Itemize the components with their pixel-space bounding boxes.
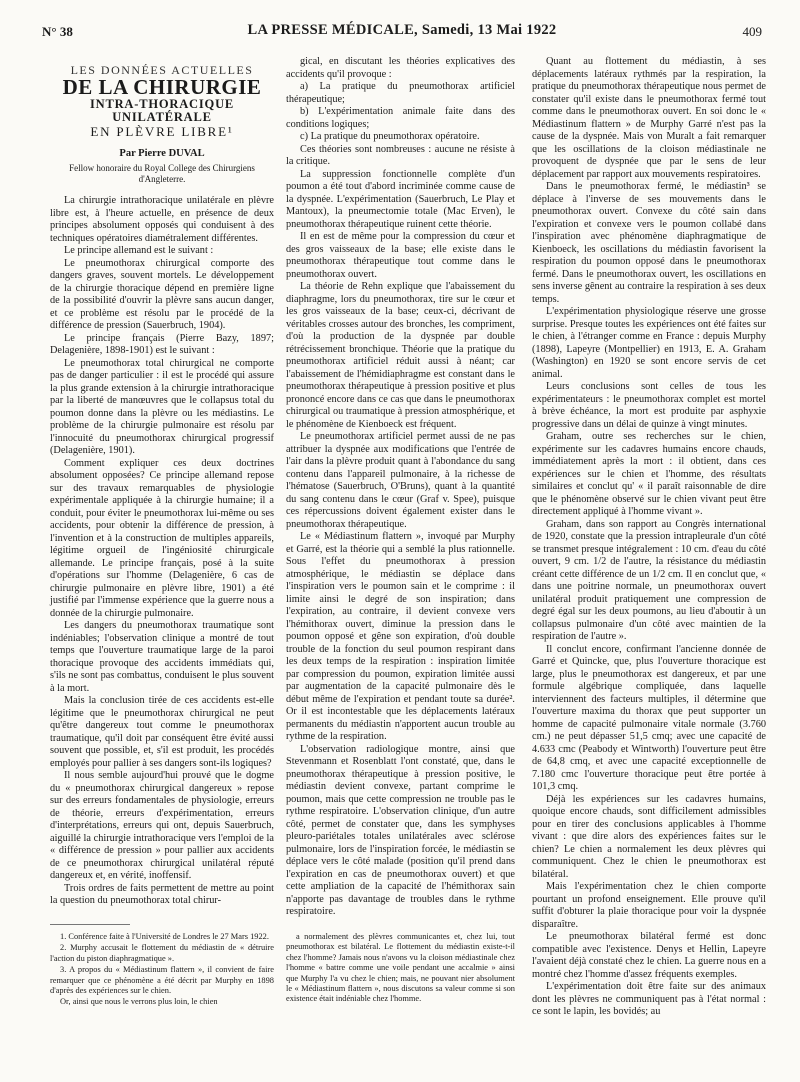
paragraph: gical, en discutant les théories explicatives des accidents qu'il provoque : [286,56,515,80]
footnote: a normalement des plèvres communicantes et, chez lui, tout pneumothorax est bilatéral. Le flottement du médiastin existe-t-il chez l'homme? Jamais nous n'avons vu la cloison médiastinale chez l'homme « battre comme une voile pendant une accalmie » ainsi que Murphy l'a vu chez le chien; mais, ne pouvant nier absolument le « Médiastinum flattern », nous discutons sa valeur comme si son existence était indéniable chez l'homme. [286,932,515,1004]
paragraph: Quant au flottement du médiastin, à ses déplacements latéraux rythmés par la respiration, la pratique du pneumothorax thérapeutique nous permet de constater qu'il existe dans le pneumothorax fermé tout comme dans le pneumothorax ouvert. En soi donc le « Médiastinum flattern » de Murphy Garré n'est pas la cause de la dyspnée. Mais von Muralt a fait remarquer que les oscillations de la cloison médiastinale ne provoquent de dyspnée que par le sens de leur déplacement par rapport aux mouvements respiratoires. [532,56,766,180]
column-3-text [532,56,766,1019]
paragraph: Il nous semble aujourd'hui prouvé que le dogme du « pneumothorax chirurgical dangereux » repose sur des erreurs fondamentales de physiologie, erreurs de théorie, erreurs d'expérimentation, erreurs d'interprétations, erreurs qui ont, depuis Sauerbruch, aiguillé la chirurgie intrathoracique vers l'emploi de la « différence de pression » pour pallier aux accidents de ce pneumothorax chirurgical unilatéral réputé dangereux et, en vérité, inoffensif. [50,770,274,881]
paragraph: L'expérimentation doit être faite sur des animaux dont les plèvres ne communiquent pas à l'état normal : ce sont le lapin, les bovidés; au [532,981,766,1017]
author-affiliation: Fellow honoraire du Royal College des Chirurgiens d'Angleterre. [69,163,255,184]
paragraph: Le « Médiastinum flattern », invoqué par Murphy et Garré, est la théorie qui a semblé la plus rationnelle. Sous l'effet du pneumothorax à pression atmosphérique, le médiastin se déplace dans l'inspiration vers le poumon sain et le comprime : il limite ainsi le degré de son inspiration; dans l'expiration, au contraire, il devient convexe vers l'hémithorax ouvert, diminue la pression dans le poumon opposé et gêne son expiration, d'où double trouble de la fonction du seul poumon respirant dans les deux temps de la respiration : inspiration limitée par compression du poumon, expiration limitée aussi par augmentation de la capacité pulmonaire dès le début même de l'expiration et pendant toute sa durée². Or il est incontestable que les déplacements latéraux permanents du médiastin n'apportent aucun trouble au rythme de la respiration. [286,531,515,742]
paragraph: Le principe allemand est le suivant : [64,245,214,256]
column-1 [50,56,274,908]
paragraph: L'expérimentation physiologique réserve une grosse surprise. Presque toutes les expériences ont été faites sur le chien, à l'étranger comme en France : depuis Murphy (1898), Lapeyre (Montpellier) en 1913, E. A. Graham (Washington) en 1920 se sont encore servis de cet animal. [532,306,766,380]
paragraph: Dans le pneumothorax fermé, le médiastin³ se déplace à l'inverse de ses mouvements dans le pneumothorax ouvert. Convexe du côté sain dans l'expiration et convexe vers le poumon collabé dans l'inspiration avec phénomène diaphragmatique de Kienboeck, les oscillations du médiastin favorisent la respiration du poumon opposé dans le pneumothorax fermé. Dans le pneumothorax ouvert, les oscillations en sens inverse gênent au contraire la respiration à ses deux temps. [532,181,766,305]
paragraph: Le pneumothorax artificiel permet aussi de ne pas attribuer la dyspnée aux modifications que l'entrée de l'air dans la plèvre produit quant à l'abondance du sang contenu dans l'appareil pulmonaire, à la richesse de l'hématose (Sauerbruch, O'Bruns), quant à la quantité du sang contenu dans le cœur (Graf v. Spee), puisque ces répercussions doivent également exister dans le pneumothorax thérapeutique. [286,431,515,530]
article-subtitle-2: EN PLÈVRE LIBRE¹ [90,124,234,139]
column-1-text [50,195,274,908]
paragraph: Comment expliquer ces deux doctrines absolument opposées? Ce principe allemand repose sur des travaux remarquables de physiologie expérimentale appliquée à la chirurgie humaine; il a conduit, pour éviter le pneumothorax lui-même ou ses accidents, pour obtenir la différence de pression, à l'invention et à la construction de multiples appareils, légitime orgueil de l'ingéniosité chirurgicale allemande. Le principe français, posé à la suite d'opérations sur l'homme (Delagenière, 6 cas de chirurgie pulmonaire en plèvre libre, 1901) a été justifié par l'immense expérience que la guerre nous a donnée de la chirurgie pulmonaire. [50,457,274,619]
paragraph: La suppression fonctionnelle complète d'un poumon a été tout d'abord incriminée comme cause de la dyspnée. L'expérimentation (Sauerbruch, Le Play et Mantoux), la pneumectomie totale (Mac Erven), le pneumothorax thérapeutique ruinent cette théorie. [286,168,515,230]
paragraph: Il en est de même pour la compression du cœur et des gros vaisseaux de la base; elle existe dans le pneumothorax thérapeutique tout comme dans le pneumothorax ouvert. [286,231,515,280]
article-kicker: LES DONNÉES ACTUELLES [70,63,254,77]
journal-title: LA PRESSE MÉDICALE, Samedi, 13 Mai 1922 [247,22,557,38]
paragraph: Le principe français (Pierre Bazy, 1897; Delagenière, 1898-1901) est le suivant : [50,332,274,356]
paragraph: Le pneumothorax bilatéral fermé est donc compatible avec l'existence. Denys et Hellin, Lapeyre l'avaient déjà constaté chez le chien. La guerre nous en a montré chez l'homme d'assez fréquents exemples. [532,931,766,980]
paragraph: Mais la conclusion tirée de ces accidents est-elle légitime que le pneumothorax chirurgical ne peut qu'être dangereux tout comme le pneumothorax traumatique, qu'il doit par conséquent être évité aussi souvent que possible, et, s'il est produit, les procédés employés pour pallier à ses dangers sont-ils logiques? [50,695,274,769]
column-2 [286,56,515,919]
footnotes-right [286,932,515,1006]
paragraph: Graham, dans son rapport au Congrès international de 1920, constate que la pression intrapleurale d'un côté se transmet presque intégralement : 10 cm. d'eau du côté ouvert, 9 cm. 1/2 de l'autre, la résistance du médiastin créant cette différence de un 1/2 cm. Il en conclut que, « dans une poitrine normale, un pneumothorax ouvert unilatéral produit pratiquement une compression de degré égal sur les deux poumons, au lieu d'aboutir à un collapsus pulmonaire d'un côté avec maintien de la respiration de l'autre ». [532,518,766,642]
paragraph: Mais l'expérimentation chez le chien comporte pourtant un profond enseignement. Elle prouve qu'il suffit d'obturer la plaie thoracique pour voir la dyspnée disparaître. [532,881,766,930]
paragraph: Le pneumothorax chirurgical comporte des dangers graves, souvent mortels. Le développement de la chirurgie thoracique dépend en première ligne de la possibilité d'ouvrir la plèvre sans aucun danger, et ce problème est résolu par le procédé de la différence de pression (Sauerbruch, 1904). [50,257,274,331]
paragraph: La chirurgie intrathoracique unilatérale en plèvre libre est, à l'heure actuelle, en présence de deux principes absolument opposés qui conduisent à des techniques opératoires diamétralement différentes. [50,195,274,244]
paragraph: Déjà les expériences sur les cadavres humains, quoique encore chauds, sont difficilement admissibles pour en tirer des conclusions applicables à l'homme vivant : que dire alors des expériences faites sur le chien? Le chien a normalement les deux plèvres qui communiquent. Chez le chien le pneumothorax est bilatéral. [532,793,766,880]
footnote: 1. Conférence faite à l'Université de Londres le 27 Mars 1922. [60,932,269,941]
paragraph: Leurs conclusions sont celles de tous les expérimentateurs : le pneumothorax complet est mortel à brève échéance, la mort est produite par asphyxie progressive dans un délai de quinze à vingt minutes. [532,381,766,430]
paragraph: Il conclut encore, confirmant l'ancienne donnée de Garré et Quincke, que, plus l'ouverture thoracique est large, plus le pneumothorax est dangereux, et par une formule algébrique compliquée, dans laquelle interviennent des facteurs multiples, il détermine que l'ouverture maxima du thorax que peut supporter un homme de capacité pulmonaire vitale normale (3.760 cm.) ne peut dépasser 51,5 cmq; avec une capacité de 4.633 cmc (Peabody et Wintworth) l'ouverture peut être de 64,8 cmq, et avec une capacité exceptionnelle de 7.180 cmc l'ouverture thoracique peut être portée à 101,3 cmq. [532,643,766,792]
column-2-text [286,56,515,919]
paragraph: Les dangers du pneumothorax traumatique sont indéniables; l'observation clinique a montré de tout temps que l'ouverture traumatique large de la paroi thoracique provoque des accidents immédiats qui, s'ils ne sont pas combattus, conduisent le plus souvent à la mort. [50,620,274,694]
footnote: 2. Murphy accusait le flottement du médiastin de « détruire l'action du piston diaphragmatique ». [50,943,274,963]
paragraph: c) La pratique du pneumothorax opératoire. [300,131,480,142]
paragraph: Le pneumothorax total chirurgical ne comporte pas de danger particulier : il est le procédé qui assure la plus grande extension à la chirurgie intrathoracique par la liberté de manœuvres que le collapsus total du poumon donne dans la plèvre ou les médiastins. Le problème de la chirurgie pulmonaire est résolu par l'innocuité du pneumothorax chirurgical progressif (Delagenière, 1901). [50,357,274,456]
article-author: Par Pierre DUVAL [119,147,205,159]
footnote: 3. A propos du « Médiastinum flattern », il convient de faire remarquer que ce phénomène a été décrit par Murphy en 1898 d'après des expériences sur le chien. [50,965,274,996]
footnotes-left [50,932,274,1009]
paragraph: Trois ordres de faits permettent de mettre au point la question du pneumothorax total chirur- [50,882,274,906]
paragraph: Ces théories sont nombreuses : aucune ne résiste à la critique. [286,143,515,167]
article-subtitle-1: INTRA-THORACIQUE UNILATÉRALE [89,97,235,124]
column-3 [532,56,766,1019]
page-number: 409 [742,24,762,39]
footnote: Or, ainsi que nous le verrons plus loin, le chien [60,997,218,1007]
paragraph: b) L'expérimentation animale faite dans des conditions logiques; [286,106,515,130]
paragraph: Graham, outre ses recherches sur le chien, expérimente sur les cadavres humains encore chauds, immédiatement après la mort : il obtient, dans ces expériences sur le chien et l'homme, des résultats similaires et conclut qu' « il paraît raisonnable de dire que le phénomène observé sur le chien vivant peut être directement appliqué à l'homme vivant ». [532,431,766,517]
article-title: DE LA CHIRURGIE [62,74,262,99]
paragraph: La théorie de Rehn explique que l'abaissement du diaphragme, lors du pneumothorax, tire sur le cœur et les gros vaisseaux de la base; ceux-ci, décrivant de véritables crosses autour des bronches, les compriment, d'où la production de la dyspnée par double rétrécissement bronchique. Théorie que la pratique du pneumothorax artificiel réduit aussi à néant; car l'abaissement de l'hémidiaphragme est constant dans le pneumothorax thérapeutique à pression positive et plus prononcé encore dans ce cas que dans le pneumothorax chirurgical ou traumatique à pression atmosphérique, et le phénomène de Kienboeck est fréquent. [286,281,515,430]
paragraph: L'observation radiologique montre, ainsi que Stevenmann et Rosenblatt l'ont constaté, que, dans le pneumothorax thérapeutique à pression positive, le médiastin devient convexe, partant comprime le poumon, mais que cette compression ne trouble pas le rythme respiratoire. L'observation clinique, d'un autre côté, permet de constater que, dans les symphyses pleuro-pariétales totales unilatérales avec sclérose pulmonaire, lors de l'inspiration forcée, le médiastin se déplace vers le côté malade (position qu'il prend dans l'expiration en cas de pneumothorax ouvert) et que cette ampliation de la capacité de l'hémithorax sain n'apporte pas davantage de troubles dans le rythme respiratoire. [286,743,515,917]
footnote-rule [50,924,130,925]
article-title-block [50,64,274,185]
issue-number: N° 38 [42,24,73,39]
running-head [42,22,762,42]
paragraph: a) La pratique du pneumothorax artificiel thérapeutique; [286,81,515,105]
